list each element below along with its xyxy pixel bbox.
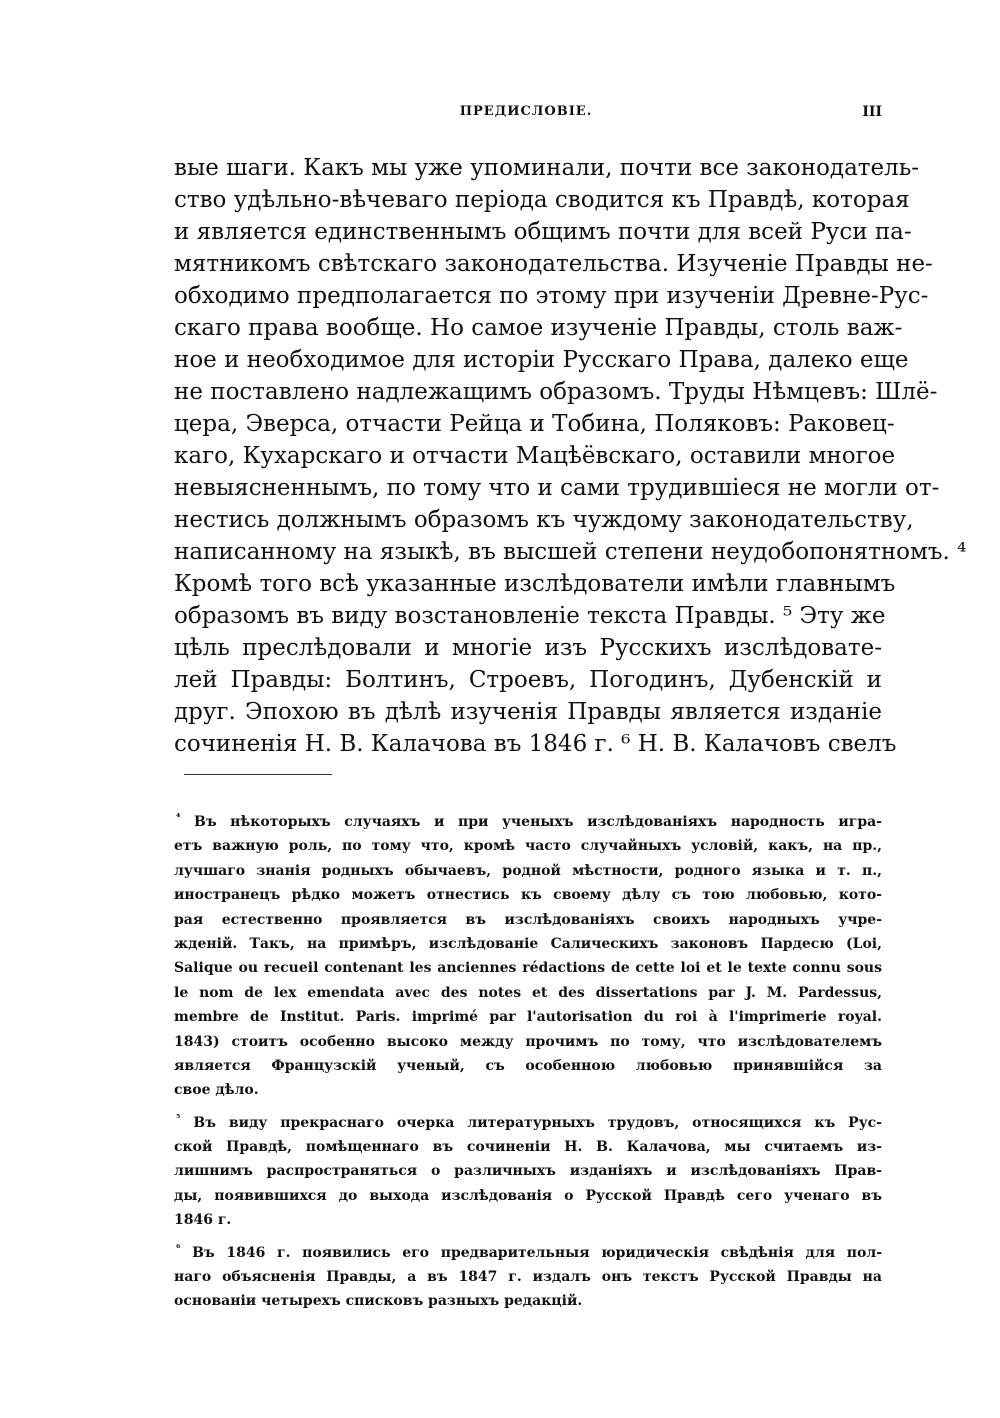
footnote-line: лишнимъ распространяться о различныхъ изданіяхъ и изслѣдованіяхъ Прав- <box>174 1163 882 1180</box>
text-line: ство удѣльно-вѣчеваго періода сводится къ Правдѣ, которая <box>174 187 910 213</box>
footnote-mark: ⁵ <box>176 1113 181 1125</box>
footnote-line: Salique ou recueil contenant les anciennes rédactions de cette loi et le texte connu sous <box>174 960 882 977</box>
footnote-line: жденій. Такъ, на примѣръ, изслѣдованіе Салическихъ законовъ Пардесю (Loi, <box>174 935 882 952</box>
running-head <box>170 104 882 126</box>
footnote-line: основаніи четырехъ списковъ разныхъ редакцій. <box>174 1293 583 1310</box>
footnotes <box>174 810 882 1322</box>
text-line: образомъ въ виду возстановленіе текста Правды. ⁵ Эту же <box>174 603 886 629</box>
page-number: III <box>862 104 882 120</box>
footnote-line: наго объясненія Правды, а въ 1847 г. издалъ онъ текстъ Русской Правды на <box>174 1269 882 1286</box>
footnote-line: ской Правдѣ, помѣщеннаго въ сочиненіи Н. В. Калачова, мы считаемъ из- <box>174 1139 882 1156</box>
text-line: каго, Кухарскаго и отчасти Мацѣёвскаго, оставили многое <box>174 443 896 469</box>
text-line: обходимо предполагается по этому при изученіи Древне-Рус- <box>174 283 929 309</box>
text-line: и является единственнымъ общимъ почти для всей Руси па- <box>174 219 912 245</box>
footnote-text: Въ виду прекраснаго очерка литературныхъ трудовъ, относящихся къ Рус- <box>193 1114 882 1131</box>
footnote-line: 1846 г. <box>174 1212 232 1229</box>
footnote-line <box>174 810 882 834</box>
text-line: мятникомъ свѣтскаго законодательства. Изученіе Правды не- <box>174 251 933 277</box>
text-line: лей Правды: Болтинъ, Строевъ, Погодинъ, Дубенскій и <box>174 667 882 693</box>
footnote-line: membre de Institut. Paris. imprimé par l'autorisation du roi à l'imprimerie royal. <box>174 1009 882 1026</box>
text-line: друг. Эпохою въ дѣлѣ изученія Правды является изданіе <box>174 699 882 725</box>
footnote-line: является Французскій ученый, съ особенною любовью принявшійся за <box>174 1057 882 1074</box>
text-line: не поставлено надлежащимъ образомъ. Труды Нѣмцевъ: Шлё- <box>174 379 938 405</box>
footnote-line: 1843) стоитъ особенно высоко между прочимъ по тому, что изслѣдователемъ <box>174 1033 882 1050</box>
footnote-line: рая естественно проявляется въ изслѣдованіяхъ своихъ народныхъ учре- <box>174 911 882 928</box>
footnote-line: иностранецъ рѣдко можетъ отнестись къ своему дѣлу съ тою любовью, кото- <box>174 887 882 904</box>
text-line: вые шаги. Какъ мы уже упоминали, почти все законодатель- <box>174 155 920 181</box>
text-line: Кромѣ того всѣ указанные изслѣдователи имѣли главнымъ <box>174 571 896 597</box>
footnote-separator <box>184 774 332 775</box>
footnote-mark: ⁴ <box>176 812 181 824</box>
text-line: цера, Эверса, отчасти Рейца и Тобина, Поляковъ: Раковец- <box>174 411 895 437</box>
footnote-line: le nom de lex emendata avec des notes et des dissertations par J. M. Pardessus, <box>174 984 882 1001</box>
text-line: невыясненнымъ, по тому что и сами трудившіеся не могли от- <box>174 475 940 501</box>
footnote-line <box>174 1241 882 1265</box>
footnote-4 <box>174 810 882 1103</box>
footnote-line: ды, появившихся до выхода изслѣдованія о Русской Правдѣ сего ученаго въ <box>174 1187 882 1204</box>
footnote-text: Въ 1846 г. появились его предварительныя юридическія свѣдѣнія для пол- <box>192 1244 883 1261</box>
main-text <box>174 152 967 760</box>
footnote-line: лучшаго знанія родныхъ обычаевъ, родной мѣстности, родного языка и т. п., <box>174 862 882 879</box>
running-title: ПРЕДИСЛОВІЕ. <box>459 104 593 119</box>
footnote-6 <box>174 1241 882 1314</box>
text-line: нестись должнымъ образомъ къ чуждому законодательству, <box>174 507 914 533</box>
text-line: написанному на языкѣ, въ высшей степени неудобопонятномъ. ⁴ <box>174 539 967 565</box>
footnote-line: свое дѣло. <box>174 1082 259 1099</box>
footnote-line: етъ важную роль, по тому что, кромѣ часто случайныхъ условій, какъ, на пр., <box>174 838 882 855</box>
text-line: сочиненія Н. В. Калачова въ 1846 г. ⁶ Н. В. Калачовъ свелъ <box>174 731 897 757</box>
text-line: цѣль преслѣдовали и многіе изъ Русскихъ изслѣдовате- <box>174 635 882 661</box>
footnote-mark: ⁶ <box>176 1242 181 1254</box>
footnote-line <box>174 1111 882 1135</box>
footnote-5 <box>174 1111 882 1233</box>
text-line: скаго права вообще. Но самое изученіе Правды, столь важ- <box>174 315 903 341</box>
footnote-text: Въ нѣкоторыхъ случаяхъ и при ученыхъ изслѣдованіяхъ народность игра- <box>194 814 882 830</box>
text-line: ное и необходимое для исторіи Русскаго Права, далеко еще <box>174 347 909 373</box>
